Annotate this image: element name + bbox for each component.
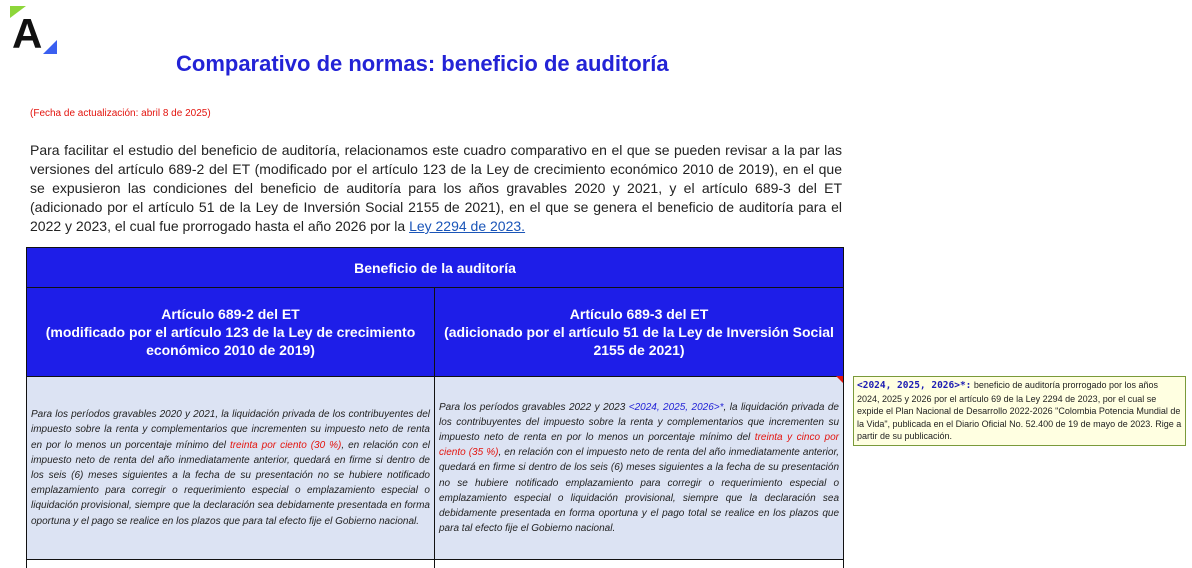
col2-header bbox=[435, 288, 844, 377]
col2-years-note: <2024, 2025, 2026>* bbox=[629, 402, 724, 413]
comment-tag: <2024, 2025, 2026>*: bbox=[857, 380, 971, 391]
col1-body bbox=[27, 377, 435, 560]
comment-indicator[interactable] bbox=[836, 376, 843, 383]
col2-body-text-b: , la liquidación privada de los contribuyentes del impuesto sobre la renta y complementarios que incrementen su impuesto neto de renta en por lo menos un porcentaje mínimo del bbox=[439, 402, 839, 443]
cell-comment bbox=[853, 376, 1186, 446]
col1-body-text-b: , en relación con el impuesto neto de renta del año inmediatamente anterior, quedará en firme si dentro de los seis (6) meses siguientes a la fecha de su presentación no se hubiere notificado emplazamiento para corregir o requerimiento especial o emplazamiento especial o liquidación provisional, siempre que la declaración sea debidamente presentada en forma oportuna y el pago se realice en los plazos que para tal efecto fije el Gobierno nacional. bbox=[31, 440, 430, 527]
col2-header-title: Artículo 689-3 del ET bbox=[443, 305, 835, 323]
intro-text: Para facilitar el estudio del beneficio de auditoría, relacionamos este cuadro comparativo en el que se pueden revisar a la par las versiones del artículo 689-2 del ET (modificado por el artículo 123 de la Ley de crecimiento económico 2010 de 2019), en el que se expusieron las condiciones del beneficio de auditoría para los años gravables 2020 y 2021, y el artículo 689-3 del ET (adicionado por el artículo 51 de la Ley de Inversión Social 2155 de 2021), en el que se genera el beneficio de auditoría para el 2022 y 2023, el cual fue prorrogado hasta el año 2026 por la bbox=[30, 142, 842, 234]
intro-paragraph bbox=[30, 141, 842, 236]
update-date: (Fecha de actualización: abril 8 de 2025) bbox=[30, 108, 211, 119]
col1-header-title: Artículo 689-2 del ET bbox=[35, 305, 426, 323]
table-next-row-right bbox=[435, 560, 844, 568]
comment-text: beneficio de auditoría prorrogado por los años 2024, 2025 y 2026 por el artículo 69 de la Ley 2294 de 2023, por el cual se expide el Plan Nacional de Desarrollo 2022-2026 "Colombia Potencia Mundial de la Vida", publicada en el Diario Oficial No. 52.400 de 19 de mayo de 2023. Rige a partir de su publicación. bbox=[857, 380, 1181, 441]
col2-body bbox=[435, 377, 844, 560]
col2-header-subtitle: (adicionado por el artículo 51 de la Ley de Inversión Social 2155 de 2021) bbox=[443, 323, 835, 359]
table-main-header: Beneficio de la auditoría bbox=[27, 248, 844, 288]
ley-2294-link[interactable]: Ley 2294 de 2023. bbox=[409, 218, 525, 234]
col1-header-subtitle: (modificado por el artículo 123 de la Ley de crecimiento económico 2010 de 2019) bbox=[35, 323, 426, 359]
col2-body-text-a: Para los períodos gravables 2022 y 2023 bbox=[439, 402, 629, 413]
page-title: Comparativo de normas: beneficio de auditoría bbox=[176, 51, 669, 77]
col1-header bbox=[27, 288, 435, 377]
col1-body-text-a: Para los períodos gravables 2020 y 2021, la liquidación privada de los contribuyentes del impuesto sobre la renta y complementarios que incrementen su impuesto neto de renta en por lo menos un porcentaje mínimo del bbox=[31, 409, 430, 450]
comparison-table bbox=[26, 247, 844, 568]
actualicese-logo bbox=[10, 6, 58, 54]
col2-percentage: treinta y cinco por ciento (35 %) bbox=[439, 432, 839, 458]
col1-percentage: treinta por ciento (30 %) bbox=[230, 440, 341, 451]
table-next-row-left bbox=[27, 560, 435, 568]
col2-body-text-c: , en relación con el impuesto neto de renta del año inmediatamente anterior, quedará en firme si dentro de los seis (6) meses siguientes a la fecha de su presentación no se hubiere notificado emplazamiento para corregir o requerimiento especial o emplazamiento especial o liquidación provisional, siempre que la declaración sea debidamente presentada en forma oportuna y el pago total se realice en los plazos que para tal efecto fije el Gobierno nacional. bbox=[439, 447, 839, 534]
logo-letter: A bbox=[12, 10, 42, 54]
